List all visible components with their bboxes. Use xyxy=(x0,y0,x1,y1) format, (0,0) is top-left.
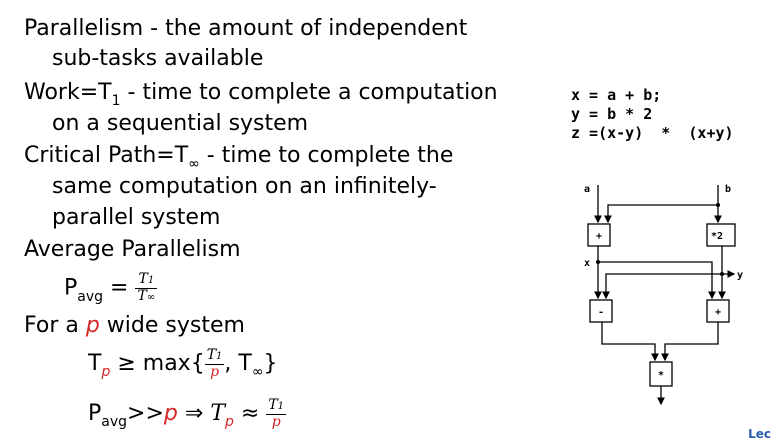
tp-bound-formula: $T_p \ge \max${ $\frac{T1}{p}$ , $T_\infty$} xyxy=(88,347,278,380)
edge-add2-to-mul xyxy=(665,322,718,360)
label-op-add: + xyxy=(596,231,603,242)
code-line-2: y = b * 2 xyxy=(571,105,653,123)
tp-fraction: $\frac{T1}{p}$ xyxy=(206,347,223,380)
junction-b xyxy=(716,203,720,207)
edge-b-to-add xyxy=(608,205,718,222)
parallelism-def-line1: Parallelism - the amount of independent xyxy=(24,16,468,41)
junction-y xyxy=(720,272,724,276)
wide-system-line: For a p wide system xyxy=(24,313,245,338)
label-op-mul2: *2 xyxy=(711,231,724,242)
edge-x-to-add2 xyxy=(598,262,712,298)
edge-sub-to-mul xyxy=(602,322,655,360)
code-line-3: z =(x-y) * (x+y) xyxy=(571,124,734,142)
speedup-fraction: $\frac{T1}{p}$ xyxy=(268,397,285,430)
footer-lecture-label: Lec xyxy=(748,427,771,441)
pavg-formula: $P_{avg}$ = $\frac{T1}{T\infty}$ xyxy=(64,271,156,305)
work-def-line2: on a sequential system xyxy=(52,111,309,136)
label-op-add2: + xyxy=(715,307,722,318)
junction-x xyxy=(596,260,600,264)
pavg-fraction: $\frac{T1}{T\infty}$ xyxy=(137,271,156,304)
label-input-a: a xyxy=(584,184,591,195)
label-op-mul: * xyxy=(658,370,665,381)
label-y: y xyxy=(737,270,744,281)
label-input-b: b xyxy=(725,184,732,195)
edge-y-to-sub xyxy=(606,274,722,298)
parallelism-def-line2: sub-tasks available xyxy=(52,46,264,71)
label-op-sub: - xyxy=(598,307,605,318)
label-x: x xyxy=(584,258,591,269)
critical-path-line3: parallel system xyxy=(52,205,221,230)
junction-dots xyxy=(596,203,724,276)
critical-path-line1: Critical $Path=T_\infty$ - time to complete the xyxy=(24,143,454,172)
average-parallelism-title: Average Parallelism xyxy=(24,237,241,262)
pavg-speedup-formula: $P_{avg}>>p$ ⇒ $T_p$ ≈ $\frac{T1}{p}$ xyxy=(88,397,285,430)
work-def-line1: $Work=T_1$ - time to complete a computation xyxy=(24,80,498,109)
code-line-1: x = a + b; xyxy=(571,86,662,104)
critical-path-line2: same computation on an infinitely- xyxy=(52,174,437,199)
